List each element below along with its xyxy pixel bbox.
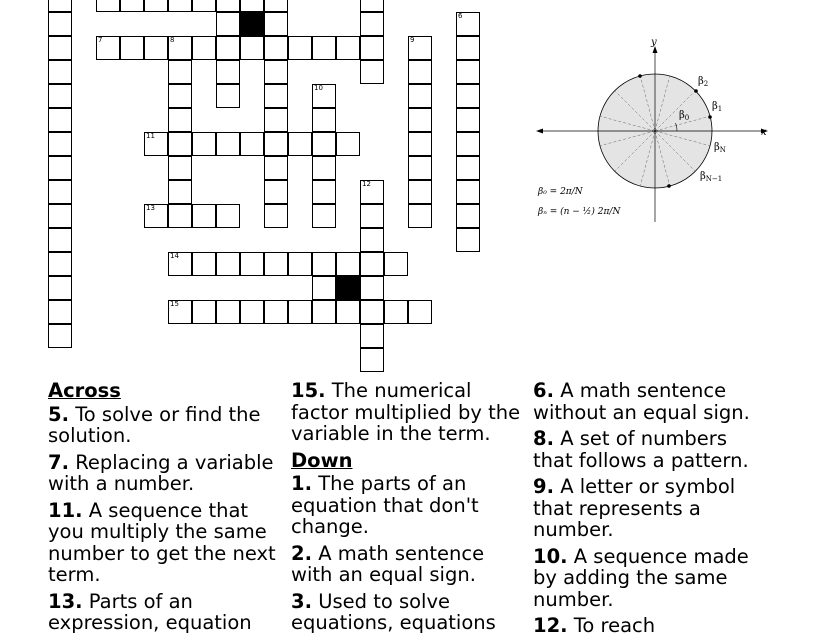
clues-column-1 bbox=[48, 380, 284, 639]
crossword-cell[interactable] bbox=[456, 156, 480, 180]
crossword-cell[interactable] bbox=[48, 252, 72, 276]
clue-text: A math sentence with an equal sign. bbox=[291, 541, 485, 586]
clue-text: A set of numbers that follows a pattern. bbox=[533, 427, 749, 472]
clue-down-10 bbox=[533, 546, 769, 611]
crossword-cell[interactable] bbox=[312, 36, 336, 60]
clue-across-13 bbox=[48, 591, 284, 634]
crossword-cell[interactable] bbox=[408, 36, 432, 60]
crossword-cell[interactable] bbox=[312, 180, 336, 204]
crossword-cell[interactable] bbox=[360, 252, 384, 276]
formula-betan: βₙ = (n − ½) 2π/N bbox=[538, 207, 621, 217]
crossword-cell[interactable] bbox=[360, 60, 384, 84]
clue-down-6 bbox=[533, 380, 769, 423]
crossword-cell[interactable] bbox=[216, 84, 240, 108]
crossword-cell[interactable] bbox=[456, 60, 480, 84]
crossword-cell[interactable] bbox=[312, 108, 336, 132]
clue-number: 10. bbox=[533, 544, 568, 568]
crossword-cell[interactable] bbox=[216, 252, 240, 276]
crossword-cell[interactable] bbox=[456, 180, 480, 204]
crossword-cell[interactable] bbox=[192, 300, 216, 324]
x-axis-arrow-left bbox=[536, 129, 543, 134]
clue-text: A letter or symbol that represents a number. bbox=[533, 475, 736, 541]
crossword-block bbox=[336, 276, 360, 300]
clue-down-2 bbox=[291, 543, 527, 586]
crossword-cell[interactable] bbox=[168, 36, 192, 60]
clue-across-7 bbox=[48, 452, 284, 495]
y-axis-label: y bbox=[651, 37, 657, 48]
crossword-cell[interactable] bbox=[288, 132, 312, 156]
crossword-cell[interactable] bbox=[144, 132, 168, 156]
formula-beta0: β₀ = 2π/N bbox=[538, 187, 583, 197]
crossword-cell[interactable] bbox=[192, 36, 216, 60]
clue-number: 11. bbox=[48, 498, 83, 522]
clue-text: Used to solve equations, equations bbox=[291, 589, 496, 634]
crossword-cell[interactable] bbox=[48, 228, 72, 252]
crossword-cell[interactable] bbox=[216, 300, 240, 324]
crossword-cell[interactable] bbox=[192, 132, 216, 156]
clue-across-11 bbox=[48, 500, 284, 586]
circle-group bbox=[536, 37, 768, 222]
crossword-cell[interactable] bbox=[168, 84, 192, 108]
crossword-cell[interactable] bbox=[48, 84, 72, 108]
crossword-cell[interactable] bbox=[360, 12, 384, 36]
clue-down-9 bbox=[533, 476, 769, 541]
crossword-cell[interactable] bbox=[168, 156, 192, 180]
crossword-cell[interactable] bbox=[384, 252, 408, 276]
crossword-cell[interactable] bbox=[456, 228, 480, 252]
crossword-cell[interactable] bbox=[408, 108, 432, 132]
clue-number: 9. bbox=[533, 475, 554, 498]
beta1-label: $\beta_1$ bbox=[712, 101, 723, 113]
crossword-cell[interactable] bbox=[192, 252, 216, 276]
clue-number-label: 11 bbox=[146, 132, 155, 140]
crossword-cell[interactable] bbox=[264, 300, 288, 324]
crossword-cell[interactable] bbox=[48, 12, 72, 36]
crossword-cell[interactable] bbox=[216, 0, 240, 12]
crossword-cell[interactable] bbox=[264, 156, 288, 180]
crossword-cell[interactable] bbox=[456, 84, 480, 108]
crossword-cell[interactable] bbox=[48, 156, 72, 180]
crossword-cell[interactable] bbox=[360, 300, 384, 324]
clue-text: Replacing a variable with a number. bbox=[48, 450, 274, 495]
crossword-cell[interactable] bbox=[312, 132, 336, 156]
crossword-cell[interactable] bbox=[144, 0, 168, 12]
clue-text: The numerical factor multiplied by the variable in the term. bbox=[291, 379, 521, 445]
crossword-cell[interactable] bbox=[264, 36, 288, 60]
crossword-cell[interactable] bbox=[48, 276, 72, 300]
crossword-cell[interactable] bbox=[456, 204, 480, 228]
crossword-cell[interactable] bbox=[264, 60, 288, 84]
betaN-label: $\beta_N$ bbox=[714, 142, 726, 154]
unit-circle-figure bbox=[530, 36, 780, 226]
crossword-cell[interactable] bbox=[408, 204, 432, 228]
clue-number: 2. bbox=[291, 541, 312, 565]
clue-text: A sequence made by adding the same number. bbox=[533, 544, 749, 611]
crossword-cell[interactable] bbox=[168, 252, 192, 276]
crossword-cell[interactable] bbox=[192, 204, 216, 228]
clue-number-label: 12 bbox=[362, 180, 371, 188]
clue-down-3 bbox=[291, 591, 527, 634]
crossword-cell[interactable] bbox=[384, 300, 408, 324]
crossword-cell[interactable] bbox=[168, 204, 192, 228]
crossword-cell[interactable] bbox=[216, 132, 240, 156]
crossword-cell[interactable] bbox=[360, 228, 384, 252]
crossword-cell[interactable] bbox=[48, 132, 72, 156]
crossword-cell[interactable] bbox=[456, 132, 480, 156]
crossword-cell[interactable] bbox=[312, 300, 336, 324]
crossword-cell[interactable] bbox=[168, 300, 192, 324]
crossword-cell[interactable] bbox=[168, 108, 192, 132]
clue-number: 15. bbox=[291, 379, 326, 402]
crossword-cell[interactable] bbox=[312, 204, 336, 228]
crossword-cell[interactable] bbox=[264, 252, 288, 276]
crossword-cell[interactable] bbox=[120, 36, 144, 60]
crossword-cell[interactable] bbox=[336, 252, 360, 276]
crossword-cell[interactable] bbox=[312, 276, 336, 300]
clue-down-8 bbox=[533, 428, 769, 471]
crossword-cell[interactable] bbox=[336, 132, 360, 156]
crossword-cell[interactable] bbox=[264, 204, 288, 228]
crossword-cell[interactable] bbox=[360, 36, 384, 60]
clue-text: A sequence that you multiply the same number to get the next term. bbox=[48, 498, 276, 586]
crossword-cell[interactable] bbox=[216, 36, 240, 60]
crossword-cell[interactable] bbox=[168, 60, 192, 84]
clue-number: 6. bbox=[533, 379, 554, 402]
clue-number: 8. bbox=[533, 427, 554, 450]
crossword-cell[interactable] bbox=[312, 84, 336, 108]
crossword-cell[interactable] bbox=[48, 0, 72, 12]
clue-number: 13. bbox=[48, 589, 83, 613]
point-top bbox=[638, 74, 642, 78]
clue-text: A math sentence without an equal sign. bbox=[533, 379, 750, 424]
clue-text: To reach bbox=[573, 614, 656, 637]
crossword-cell[interactable] bbox=[216, 60, 240, 84]
crossword-cell[interactable] bbox=[48, 324, 72, 348]
crossword-cell[interactable] bbox=[360, 348, 384, 372]
clue-text: The parts of an equation that don't change. bbox=[291, 472, 479, 538]
crossword-cell[interactable] bbox=[48, 108, 72, 132]
crossword-cell[interactable] bbox=[312, 156, 336, 180]
clue-number-label: 7 bbox=[98, 36, 103, 44]
x-axis-label: x bbox=[761, 127, 767, 138]
crossword-cell[interactable] bbox=[288, 300, 312, 324]
clue-number: 1. bbox=[291, 472, 312, 495]
betaN-minus-1-label: $\beta_{N-1}$ bbox=[700, 171, 723, 183]
crossword-cell[interactable] bbox=[120, 0, 144, 12]
clues-column-2 bbox=[291, 380, 527, 639]
clue-down-12 bbox=[533, 615, 769, 637]
crossword-cell[interactable] bbox=[408, 60, 432, 84]
crossword-cell[interactable] bbox=[264, 12, 288, 36]
beta2-label: $\beta_2$ bbox=[698, 76, 709, 88]
across-heading: Across bbox=[48, 379, 121, 402]
crossword-cell[interactable] bbox=[216, 204, 240, 228]
crossword-cell[interactable] bbox=[48, 180, 72, 204]
crossword-cell[interactable] bbox=[408, 84, 432, 108]
crossword-cell[interactable] bbox=[264, 132, 288, 156]
crossword-cell[interactable] bbox=[240, 252, 264, 276]
clue-number-label: 8 bbox=[170, 36, 175, 44]
crossword-cell[interactable] bbox=[360, 204, 384, 228]
clue-number: 3. bbox=[291, 589, 312, 613]
clue-text: Parts of an expression, equation bbox=[48, 589, 252, 634]
crossword-cell[interactable] bbox=[96, 36, 120, 60]
crossword-cell[interactable] bbox=[264, 108, 288, 132]
crossword-cell[interactable] bbox=[48, 36, 72, 60]
crossword-cell[interactable] bbox=[264, 84, 288, 108]
crossword-cell[interactable] bbox=[168, 0, 192, 12]
down-heading: Down bbox=[291, 448, 353, 472]
clue-number-label: 15 bbox=[170, 300, 179, 308]
crossword-cell[interactable] bbox=[192, 0, 216, 12]
clue-across-15 bbox=[291, 380, 527, 445]
crossword-cell[interactable] bbox=[240, 300, 264, 324]
crossword-cell[interactable] bbox=[144, 36, 168, 60]
clue-number: 12. bbox=[533, 614, 568, 637]
clue-number-label: 10 bbox=[314, 84, 323, 92]
crossword-cell[interactable] bbox=[168, 180, 192, 204]
crossword-cell[interactable] bbox=[288, 252, 312, 276]
clue-number-label: 14 bbox=[170, 252, 179, 260]
crossword-cell[interactable] bbox=[144, 204, 168, 228]
crossword-cell[interactable] bbox=[48, 60, 72, 84]
crossword-cell[interactable] bbox=[240, 132, 264, 156]
crossword-cell[interactable] bbox=[240, 0, 264, 12]
clue-number-label: 13 bbox=[146, 204, 155, 212]
crossword-cell[interactable] bbox=[216, 12, 240, 36]
crossword-cell[interactable] bbox=[264, 180, 288, 204]
beta0-label: $\beta_0$ bbox=[679, 110, 690, 122]
clue-across-5 bbox=[48, 404, 284, 447]
crossword-cell[interactable] bbox=[456, 12, 480, 36]
crossword-block bbox=[240, 12, 264, 36]
crossword-cell[interactable] bbox=[168, 132, 192, 156]
crossword-cell[interactable] bbox=[360, 324, 384, 348]
crossword-cell[interactable] bbox=[408, 132, 432, 156]
crossword-cell[interactable] bbox=[360, 276, 384, 300]
crossword-cell[interactable] bbox=[408, 156, 432, 180]
crossword-cell[interactable] bbox=[336, 300, 360, 324]
crossword-cell[interactable] bbox=[408, 300, 432, 324]
crossword-cell[interactable] bbox=[360, 180, 384, 204]
crossword-cell[interactable] bbox=[312, 252, 336, 276]
clue-number: 7. bbox=[48, 450, 69, 474]
point-beta2 bbox=[694, 89, 698, 93]
clue-number-label: 9 bbox=[410, 36, 415, 44]
crossword-cell[interactable] bbox=[288, 36, 312, 60]
clues-column-3 bbox=[533, 380, 769, 642]
crossword-cell[interactable] bbox=[264, 0, 288, 12]
clue-number-label: 6 bbox=[458, 12, 463, 20]
crossword-cell[interactable] bbox=[360, 0, 384, 12]
clue-text: To solve or find the solution. bbox=[48, 402, 261, 447]
crossword-cell[interactable] bbox=[408, 180, 432, 204]
point-bottom bbox=[667, 184, 671, 188]
crossword-cell[interactable] bbox=[456, 36, 480, 60]
crossword-cell[interactable] bbox=[48, 204, 72, 228]
clue-number: 5. bbox=[48, 402, 69, 426]
crossword-cell[interactable] bbox=[48, 300, 72, 324]
crossword-cell[interactable] bbox=[456, 108, 480, 132]
crossword-cell[interactable] bbox=[240, 36, 264, 60]
point-beta1 bbox=[708, 115, 712, 119]
clue-down-1 bbox=[291, 473, 527, 538]
crossword-cell[interactable] bbox=[96, 0, 120, 12]
crossword-cell[interactable] bbox=[336, 36, 360, 60]
crossword-grid bbox=[0, 0, 520, 380]
